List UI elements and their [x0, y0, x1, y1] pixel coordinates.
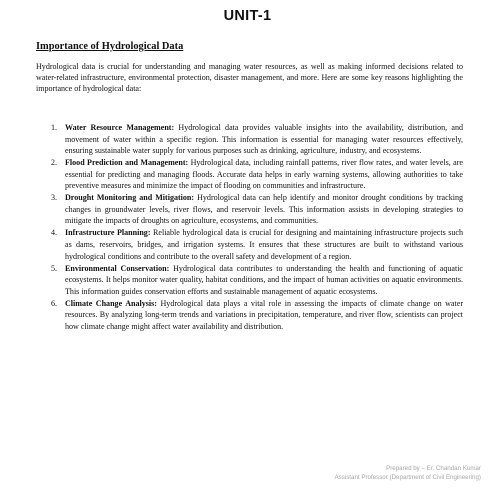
- intro-paragraph: Hydrological data is crucial for understanding and managing water resources, as well as making informed decisions related to water-related infrastructure, environmental protection, disaster management, and more. Here are some key reasons highlighting the importance of hydrological data:: [36, 62, 463, 94]
- list-item-term: Infrastructure Planning:: [65, 228, 151, 238]
- list-item-text: Reliable hydrological data is crucial for designing and maintaining infrastructure projects such as dams, reservoirs, bridges, and irrigation systems. It ensures that these structures are built to withstand various hydrological conditions and contribute to the overall safety and development of a region.: [65, 228, 463, 261]
- page-title: UNIT-1: [223, 8, 272, 24]
- prepared-by-footer: [335, 464, 482, 482]
- list-item: [36, 122, 463, 157]
- list-item-text: Hydrological data contributes to understanding the health and functioning of aquatic ecosystems. It helps monitor water quality, habitat conditions, and the impact of human activities on aquatic environments. This information guides conservation efforts and sustainable management of aquatic ecosystems.: [65, 263, 464, 296]
- list-item-number: 6.: [51, 298, 58, 308]
- list-item-term: Drought Monitoring and Mitigation:: [65, 193, 195, 203]
- list-item-term: Environmental Conservation:: [65, 263, 170, 273]
- list-item-number: 5.: [51, 263, 58, 273]
- list-item-text: Hydrological data plays a vital role in assessing the impacts of climate change on water resources. By analyzing long-term trends and variations in precipitation, temperature, and river flow, scientists can project how climate change might affect water availability and distribution.: [65, 298, 464, 331]
- footer-author: Prepared by – Er. Chandan Kumar: [386, 465, 481, 472]
- list-item: [36, 263, 463, 298]
- list-item-text: Hydrological data can help identify and monitor drought conditions by tracking changes in groundwater levels, river flows, and reservoir levels. This information assists in developing strategies to mitigate the impacts of droughts on agriculture, ecosystems, and communities.: [65, 193, 463, 226]
- list-item: [36, 157, 463, 192]
- list-item-term: Climate Change Analysis:: [65, 298, 157, 308]
- importance-list: [36, 122, 463, 333]
- list-item-term: Flood Prediction and Management:: [65, 158, 189, 168]
- list-item-number: 4.: [51, 228, 58, 238]
- list-item-text: Hydrological data, including rainfall patterns, river flow rates, and water levels, are essential for predicting and managing floods. Accurate data helps in early warning systems, allowing authorities to take preventive measures and minimize the impact of flooding on communities and infrastructure.: [65, 158, 463, 191]
- list-item: [36, 192, 463, 227]
- list-item-number: 2.: [51, 158, 58, 168]
- list-item-term: Water Resource Management:: [65, 123, 175, 132]
- list-item: [36, 227, 463, 262]
- section-heading: Importance of Hydrological Data: [36, 41, 184, 52]
- list-item-number: 1.: [51, 123, 58, 132]
- list-item-number: 3.: [51, 193, 58, 203]
- footer-designation: Assistant Professor (Department of Civil Engineering): [334, 474, 481, 481]
- list-item-text: Hydrological data provides valuable insights into the availability, distribution, and movement of water within a specific region. This information is essential for managing water resources effectively, ensuring sustainable water supply for various purposes such as drinking, agriculture, industry, and ecosystems.: [65, 123, 464, 156]
- list-item: [36, 298, 463, 333]
